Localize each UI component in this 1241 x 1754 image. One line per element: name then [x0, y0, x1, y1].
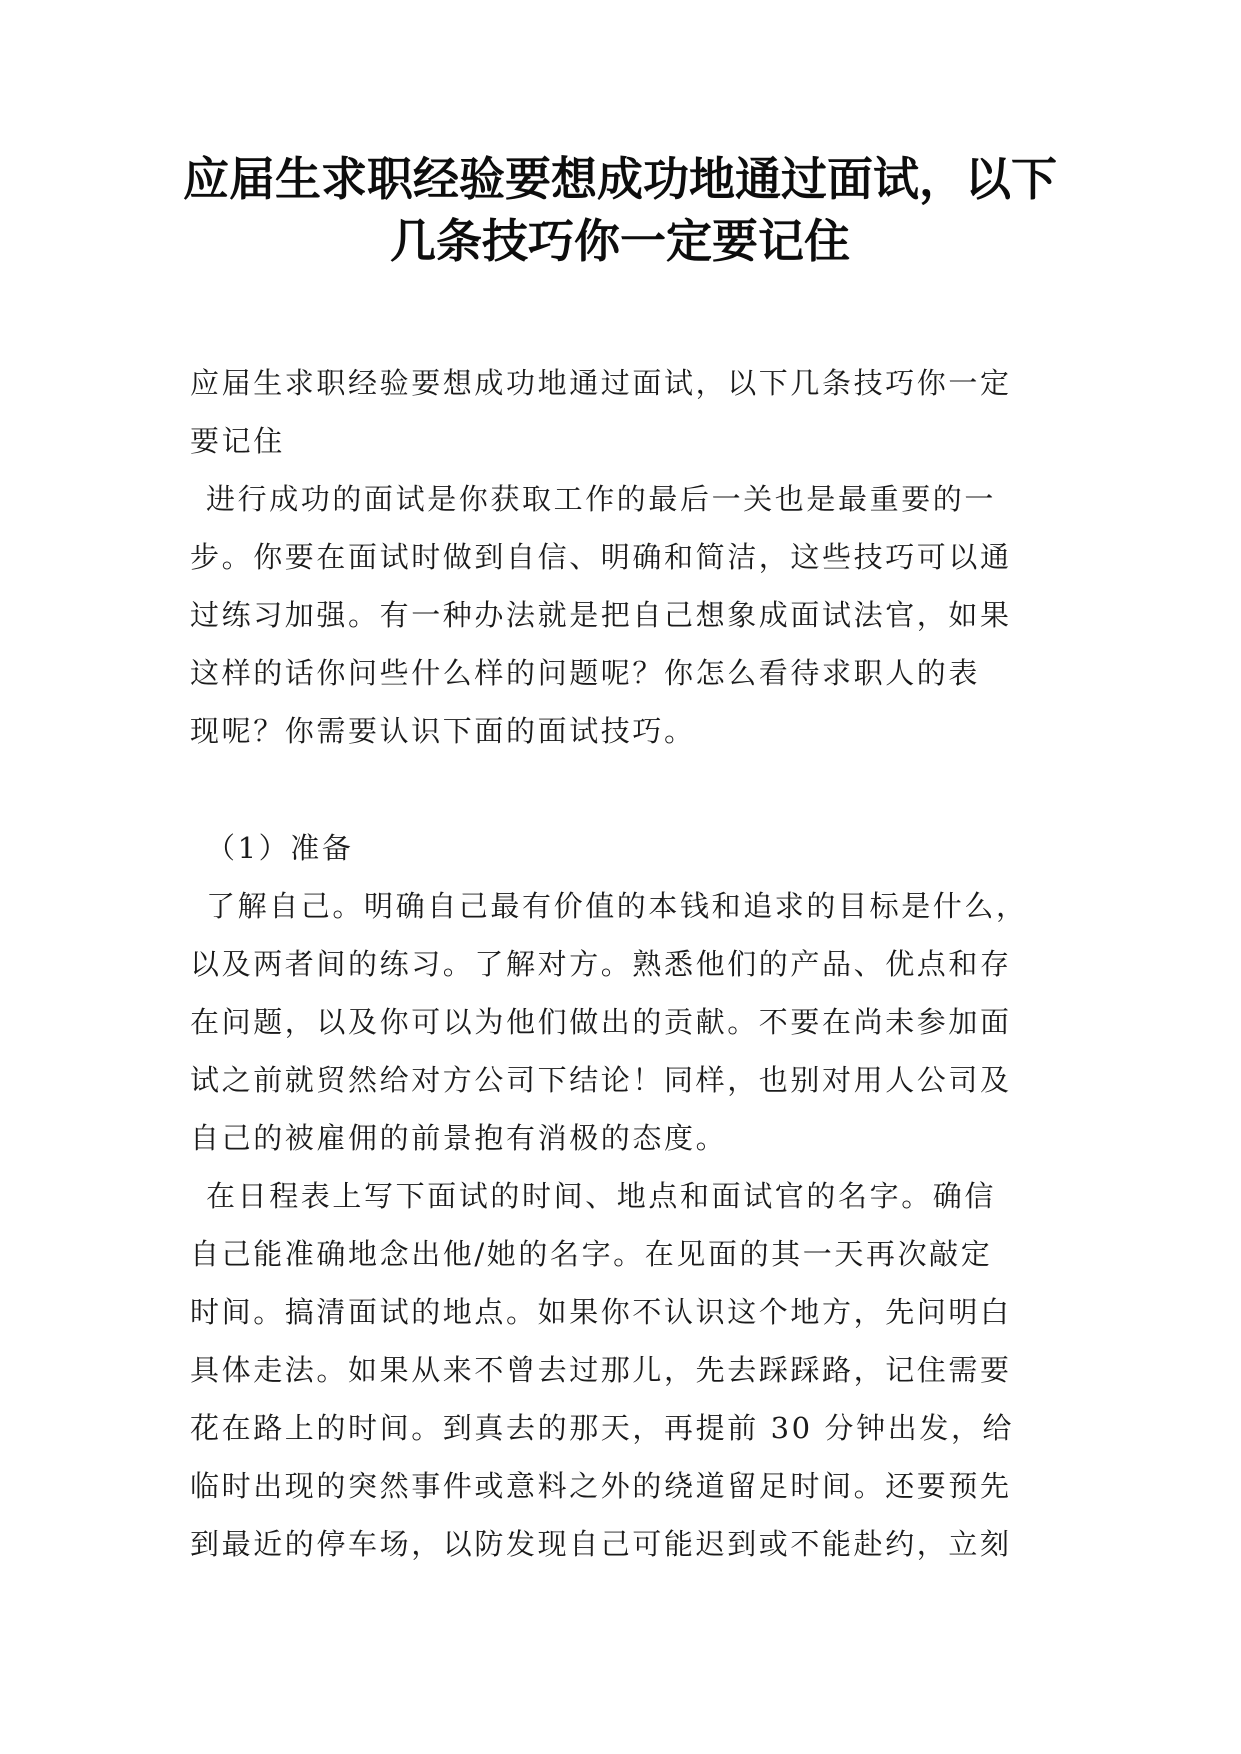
- title-line-2: 几条技巧你一定要记住: [390, 214, 850, 268]
- paragraph-gap: [190, 760, 1060, 819]
- body-line-5: 过练习加强。有一种办法就是把自己想象成面试法官，如果: [190, 598, 1012, 632]
- body-line-2: 要记住: [190, 424, 285, 458]
- body-line-18: 临时出现的突然事件或意料之外的绕道留足时间。还要预先: [190, 1469, 1012, 1503]
- body-line-13: 在日程表上写下面试的时间、地点和面试官的名字。确信: [206, 1179, 997, 1213]
- body-line-12: 自己的被雇佣的前景抱有消极的态度。: [190, 1121, 728, 1155]
- body-line-17: 花在路上的时间。到真去的那天，再提前 30 分钟出发，给: [190, 1411, 1015, 1445]
- body-line-9: 以及两者间的练习。了解对方。熟悉他们的产品、优点和存: [190, 947, 1012, 981]
- body-line-14: 自己能准确地念出他/她的名字。在见面的其一天再次敲定: [190, 1237, 993, 1271]
- body-line-8: 了解自己。明确自己最有价值的本钱和追求的目标是什么，: [206, 889, 1028, 923]
- body-line-10: 在问题，以及你可以为他们做出的贡献。不要在尚未参加面: [190, 1005, 1012, 1039]
- document-body: [190, 354, 1060, 1573]
- document-title: [170, 148, 1070, 272]
- body-line-1: 应届生求职经验要想成功地通过面试，以下几条技巧你一定: [190, 366, 1012, 400]
- body-line-15: 时间。搞清面试的地点。如果你不认识这个地方，先问明白: [190, 1295, 1012, 1329]
- body-line-4: 步。你要在面试时做到自信、明确和简洁，这些技巧可以通: [190, 540, 1012, 574]
- body-line-19: 到最近的停车场，以防发现自己可能迟到或不能赴约，立刻: [190, 1527, 1012, 1561]
- body-line-11: 试之前就贸然给对方公司下结论！同样，也别对用人公司及: [190, 1063, 1012, 1097]
- body-line-6: 这样的话你问些什么样的问题呢？你怎么看待求职人的表: [190, 656, 981, 690]
- body-line-16: 具体走法。如果从来不曾去过那儿，先去踩踩路，记住需要: [190, 1353, 1012, 1387]
- body-line-7: 现呢？你需要认识下面的面试技巧。: [190, 714, 696, 748]
- section-heading-prepare: （1）准备: [206, 831, 354, 865]
- title-line-1: 应届生求职经验要想成功地通过面试，以下: [183, 152, 1057, 206]
- body-line-3: 进行成功的面试是你获取工作的最后一关也是最重要的一: [206, 482, 997, 516]
